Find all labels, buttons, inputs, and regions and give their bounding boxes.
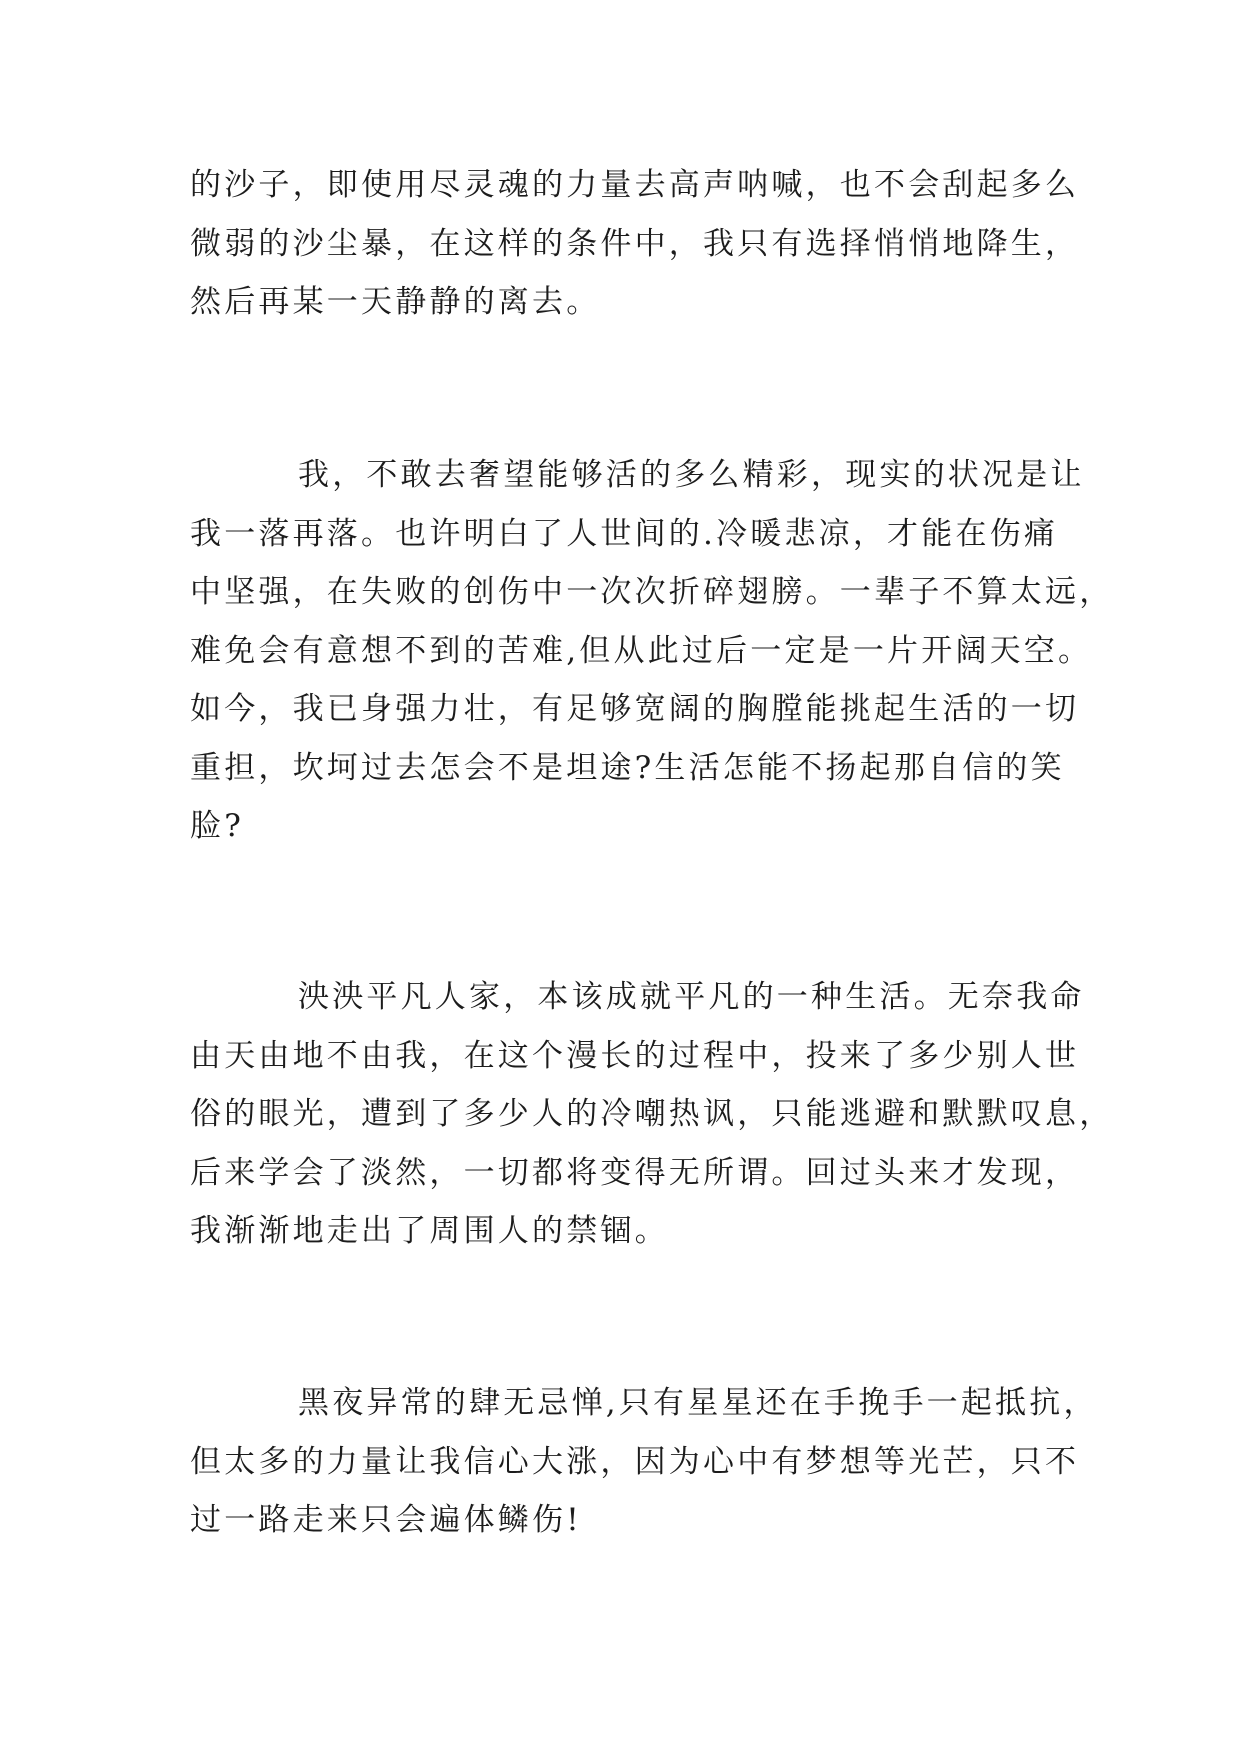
paragraph-line: 然后再某一天静静的离去。 — [190, 284, 601, 320]
paragraph-1 — [190, 156, 1080, 332]
paragraph-first-line: 我，不敢去奢望能够活的多么精彩，现实的状况是让 — [298, 457, 1085, 493]
paragraph-first-line: 黑夜异常的肆无忌惮,只有星星还在手挽手一起抵抗， — [298, 1385, 1098, 1421]
paragraph-first-line: 泱泱平凡人家，本该成就平凡的一种生活。无奈我命 — [298, 979, 1085, 1015]
paragraph-line: 难免会有意想不到的苦难,但从此过后一定是一片开阔天空。 — [190, 632, 1093, 669]
paragraph-3 — [190, 968, 1114, 1261]
paragraph-line: 俗的眼光，遭到了多少人的冷嘲热讽，只能逃避和默默叹息， — [190, 1096, 1114, 1132]
paragraph-line: 我渐渐地走出了周围人的禁锢。 — [190, 1213, 669, 1249]
paragraph-line: 后来学会了淡然，一切都将变得无所谓。回过头来才发现， — [190, 1154, 1080, 1191]
paragraph-4 — [190, 1374, 1098, 1550]
paragraph-line: 但太多的力量让我信心大涨，因为心中有梦想等光芒，只不 — [190, 1443, 1080, 1480]
paragraph-line: 中坚强，在失败的创伤中一次次折碎翅膀。一辈子不算太远， — [190, 574, 1114, 610]
paragraph-line: 的沙子，即使用尽灵魂的力量去高声呐喊，也不会刮起多么 — [190, 167, 1080, 203]
paragraph-line: 过一路走来只会遍体鳞伤! — [190, 1502, 582, 1538]
paragraph-2 — [190, 446, 1114, 856]
paragraph-line: 脸? — [190, 808, 245, 844]
paragraph-line: 重担，坎坷过去怎会不是坦途?生活怎能不扬起那自信的笑 — [190, 749, 1065, 786]
paragraph-line: 我一落再落。也许明白了人世间的.冷暖悲凉，才能在伤痛 — [190, 515, 1059, 552]
paragraph-line: 如今，我已身强力壮，有足够宽阔的胸膛能挑起生活的一切 — [190, 691, 1080, 727]
paragraph-line: 由天由地不由我，在这个漫长的过程中，投来了多少别人世 — [190, 1037, 1080, 1074]
paragraph-line: 微弱的沙尘暴，在这样的条件中，我只有选择悄悄地降生， — [190, 225, 1080, 262]
